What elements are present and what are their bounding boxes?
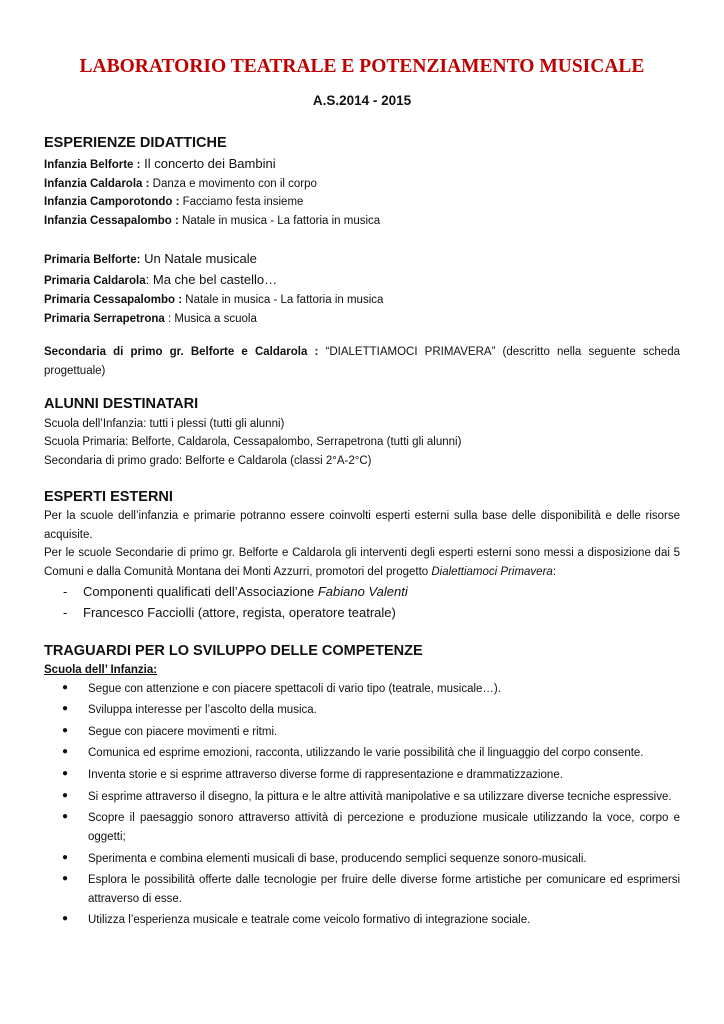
list-item: ● Inventa storie e si esprime attraverso diverse forme di rappresentazione e drammatizzazione.	[74, 766, 680, 785]
alunni-line: Secondaria di primo grado: Belforte e Caldarola (classi 2°A-2°C)	[44, 454, 372, 467]
document-title: LABORATORIO TEATRALE E POTENZIAMENTO MUSICALE	[79, 56, 645, 77]
primaria-line: Primaria Caldarola: Ma che bel castello…	[44, 272, 278, 288]
list-item: ● Sviluppa interesse per l’ascolto della musica.	[74, 701, 680, 720]
subheading-infanzia: Scuola dell’ Infanzia:	[44, 663, 158, 676]
section-heading-esperienze: ESPERIENZE DIDATTICHE	[44, 134, 227, 151]
primaria-line: Primaria Cessapalombo : Natale in musica - La fattoria in musica	[44, 293, 384, 306]
list-item: ● Scopre il paesaggio sonoro attraverso attività di percezione e produzione musicale utilizzando la voce, corpo e oggetti;	[74, 809, 680, 846]
list-item: - Componenti qualificati dell’Associazione Fabiano Valenti	[63, 582, 680, 602]
traguardi-list	[44, 680, 680, 931]
section-heading-esperti: ESPERTI ESTERNI	[44, 488, 173, 505]
list-item: - Francesco Facciolli (attore, regista, operatore teatrale)	[63, 603, 680, 623]
infanzia-line: Infanzia Camporotondo : Facciamo festa insieme	[44, 196, 304, 209]
list-item: ● Esplora le possibilità offerte dalle tecnologie per fruire delle diverse forme artistiche per comunicare ed esprimersi attraverso di esse.	[74, 871, 680, 908]
section-alunni	[44, 394, 680, 470]
secondaria-line: Secondaria di primo gr. Belforte e Caldarola : “DIALETTIAMOCI PRIMAVERA” (descritto nella seguente scheda progettuale)	[44, 346, 680, 377]
section-heading-alunni: ALUNNI DESTINATARI	[44, 396, 199, 413]
section-heading-traguardi: TRAGUARDI PER LO SVILUPPO DELLE COMPETENZE	[44, 642, 423, 659]
list-item: ● Utilizza l’esperienza musicale e teatrale come veicolo formativo di integrazione sociale.	[74, 911, 680, 930]
list-item: ● Segue con attenzione e con piacere spettacoli di vario tipo (teatrale, musicale…).	[74, 680, 680, 699]
list-item: ● Segue con piacere movimenti e ritmi.	[74, 723, 680, 742]
list-item: ● Si esprime attraverso il disegno, la pittura e le altre attività manipolative e sa utilizzare diverse tecniche espressive.	[74, 788, 680, 807]
section-traguardi	[44, 641, 680, 930]
infanzia-line: Infanzia Caldarola : Danza e movimento con il corpo	[44, 177, 317, 190]
esperti-paragraph: Per la scuole dell’infanzia e primarie potranno essere coinvolti esperti esterni sulla base delle disponibilità e delle risorse acquisite.	[44, 509, 680, 541]
alunni-line: Scuola Primaria: Belforte, Caldarola, Cessapalombo, Serrapetrona (tutti gli alunni)	[44, 436, 462, 449]
school-year: A.S.2014 - 2015	[312, 93, 412, 109]
section-esperienze	[44, 133, 680, 381]
infanzia-line: Infanzia Belforte : Il concerto dei Bambini	[44, 156, 276, 172]
primaria-line: Primaria Belforte: Un Natale musicale	[44, 250, 257, 266]
esperti-paragraph: Per le scuole Secondarie di primo gr. Belforte e Caldarola gli interventi degli esperti esterni sono messi a disposizione dai 5 Comuni e dalla Comunità Montana dei Monti Azzurri, promotori del progetto Dialettiamoci Primavera:	[44, 547, 680, 578]
section-esperti	[44, 487, 680, 623]
esperti-list	[44, 582, 680, 622]
list-item: ● Comunica ed esprime emozioni, racconta, utilizzando le varie possibilità che il linguaggio del corpo consente.	[74, 744, 680, 763]
infanzia-line: Infanzia Cessapalombo : Natale in musica - La fattoria in musica	[44, 215, 381, 228]
list-item: ● Sperimenta e combina elementi musicali di base, producendo semplici sequenze sonoro-musicali.	[74, 850, 680, 869]
primaria-line: Primaria Serrapetrona : Musica a scuola	[44, 312, 257, 325]
alunni-line: Scuola dell’Infanzia: tutti i plessi (tutti gli alunni)	[44, 417, 285, 430]
